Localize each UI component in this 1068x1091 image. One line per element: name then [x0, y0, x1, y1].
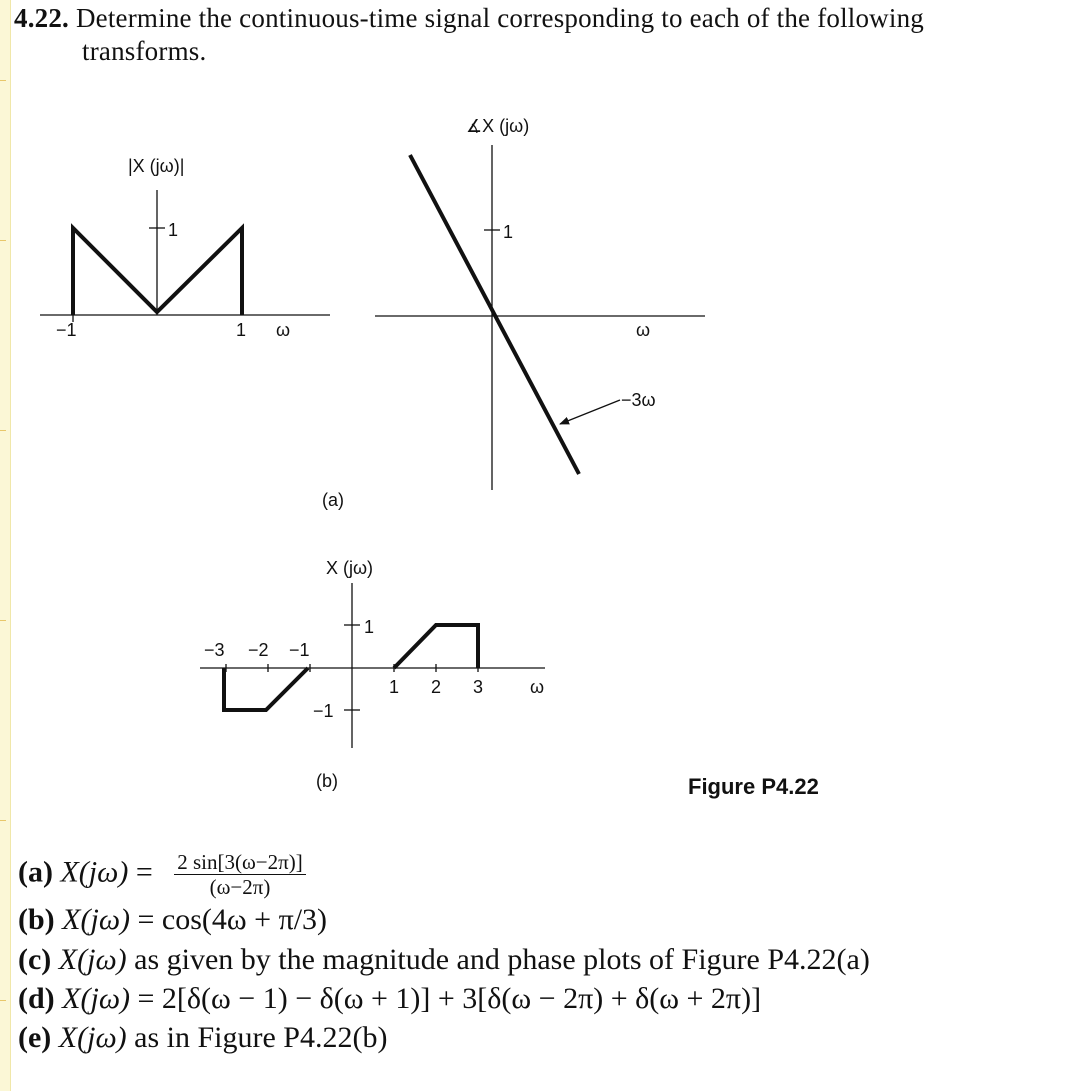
part-d-label: (d) — [18, 982, 55, 1015]
part-b-rhs: = cos(4ω + π/3) — [130, 903, 328, 936]
plot-b-y-tick-pos-label: 1 — [364, 617, 375, 637]
part-a-label: (a) — [18, 855, 53, 889]
plot-b-neg-tick-label: −2 — [248, 640, 269, 660]
phase-xlabel: ω — [636, 320, 651, 340]
part-c — [18, 940, 870, 980]
part-b-label: (b) — [316, 771, 338, 791]
plot-b-pos-tick-label: 3 — [473, 677, 484, 697]
plot-b-neg-tick-label: −3 — [204, 640, 225, 660]
part-a-fraction — [174, 850, 306, 899]
phase-line-annotation: −3ω — [621, 390, 656, 410]
part-d-lhs: X(jω) — [62, 982, 130, 1015]
part-c-label: (c) — [18, 943, 52, 976]
part-b-lhs: X(jω) — [62, 903, 130, 936]
part-a-numerator: 2 sin[3(ω−2π)] — [174, 850, 306, 875]
figure-caption: Figure P4.22 — [688, 774, 819, 799]
part-d-rhs: = 2[δ(ω − 1) − δ(ω + 1)] + 3[δ(ω − 2π) + δ(ω + 2π)] — [130, 982, 762, 1015]
phase-y-tick-label: 1 — [503, 222, 514, 242]
margin-marker — [0, 1000, 6, 1001]
plot-b — [200, 558, 545, 748]
problem-text-line2: transforms. — [82, 36, 207, 66]
problem-number: 4.22. — [14, 3, 69, 33]
part-e-rhs: as in Figure P4.22(b) — [126, 1021, 388, 1054]
magnitude-x-tick-right-label: 1 — [236, 320, 247, 340]
plot-b-xlabel: ω — [530, 677, 545, 697]
plot-b-pos-tick-label: 1 — [389, 677, 400, 697]
part-d — [18, 979, 761, 1019]
part-e-label: (e) — [18, 1021, 52, 1054]
part-a-lhs: X(jω) — [60, 855, 129, 889]
part-c-rhs: as given by the magnitude and phase plots of Figure P4.22(a) — [126, 943, 870, 976]
plot-b-pos-tick-label: 2 — [431, 677, 442, 697]
part-e-lhs: X(jω) — [58, 1021, 127, 1054]
part-a-denominator: (ω−2π) — [209, 875, 271, 899]
magnitude-ylabel: |X (jω)| — [128, 156, 185, 176]
phase-ylabel: ∡X (jω) — [466, 116, 530, 136]
magnitude-xlabel: ω — [276, 320, 291, 340]
part-e — [18, 1018, 387, 1058]
phase-line — [410, 155, 579, 474]
part-a-equals: = — [128, 855, 161, 889]
part-a-label: (a) — [322, 490, 344, 510]
part-a — [18, 850, 306, 899]
magnitude-x-tick-left-label: −1 — [56, 320, 77, 340]
part-c-lhs: X(jω) — [58, 943, 127, 976]
problem-text-line1: Determine the continuous-time signal corresponding to each of the following — [75, 3, 924, 33]
phase-plot — [375, 116, 705, 490]
plot-b-y-tick-neg-label: −1 — [313, 701, 334, 721]
magnitude-y-tick-label: 1 — [168, 220, 179, 240]
part-b-label: (b) — [18, 903, 55, 936]
part-b — [18, 900, 327, 940]
plot-b-neg-tick-label: −1 — [289, 640, 310, 660]
magnitude-plot — [40, 156, 330, 340]
plot-b-positive-segment — [394, 625, 478, 668]
plot-b-negative-segment — [224, 668, 308, 710]
phase-annotation-arrow — [560, 400, 620, 424]
plot-b-ylabel: X (jω) — [326, 558, 374, 578]
